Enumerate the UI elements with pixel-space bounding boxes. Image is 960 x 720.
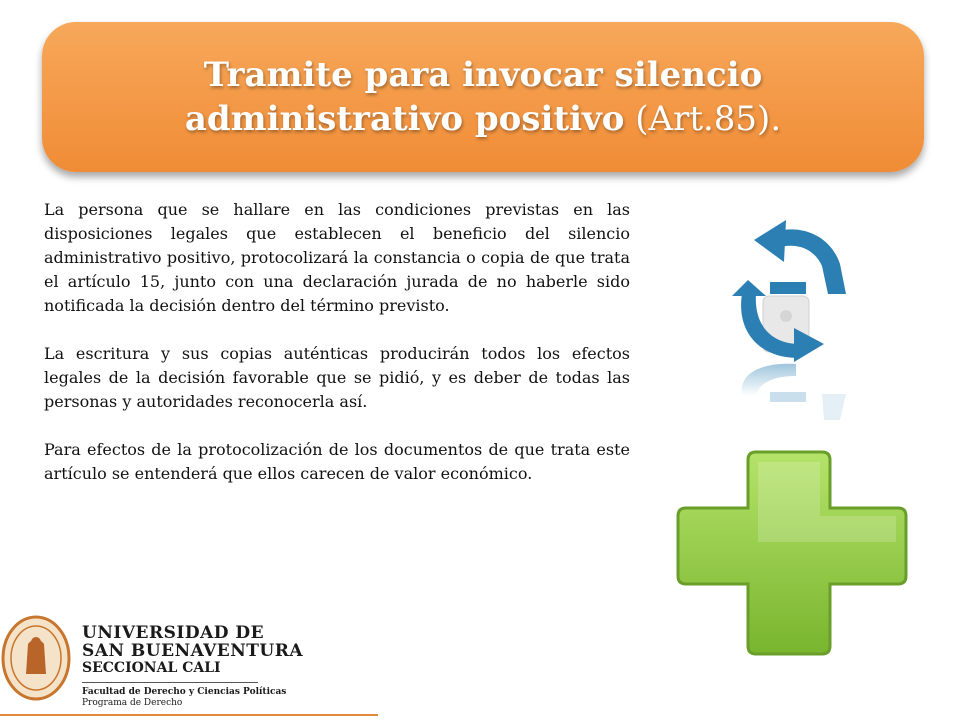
logo-line-2: SAN BUENAVENTURA <box>82 641 304 661</box>
paragraph-3: Para efectos de la protocolización de los documentos de que trata este artículo se entenderá que ellos carecen de valor económico. <box>44 440 630 483</box>
logo-line-1: UNIVERSIDAD DE <box>82 623 265 643</box>
body-text <box>44 198 630 510</box>
title-line-1: Tramite para invocar silencio <box>203 55 763 95</box>
refresh-arrows-icon <box>668 194 912 444</box>
paragraph-1: La persona que se hallare en las condiciones previstas en las disposiciones legales que establecen el beneficio del silencio administrativo positivo, protocolizará la constancia o copia de que trata el artículo 15, junto con una declaración jurada de no haberle sido notificada la decisión dentro del término previsto. <box>44 200 630 315</box>
title-banner <box>42 22 924 172</box>
footer-rule <box>0 714 378 716</box>
logo-line-3: SECCIONAL CALI <box>82 660 221 676</box>
logo-divider <box>82 682 258 683</box>
plus-icon <box>672 446 912 656</box>
paragraph-2: La escritura y sus copias auténticas producirán todos los efectos legales de la decisión favorable que se pidió, y es deber de todas las personas y autoridades reconocerla así. <box>44 344 630 411</box>
university-seal-icon <box>0 614 72 702</box>
logo-line-4: Facultad de Derecho y Ciencias Políticas <box>82 687 287 697</box>
logo-line-5: Programa de Derecho <box>82 698 183 708</box>
university-logo <box>0 610 380 720</box>
title-line-2: administrativo positivo (Art.85). <box>184 99 782 139</box>
university-name <box>82 624 303 709</box>
